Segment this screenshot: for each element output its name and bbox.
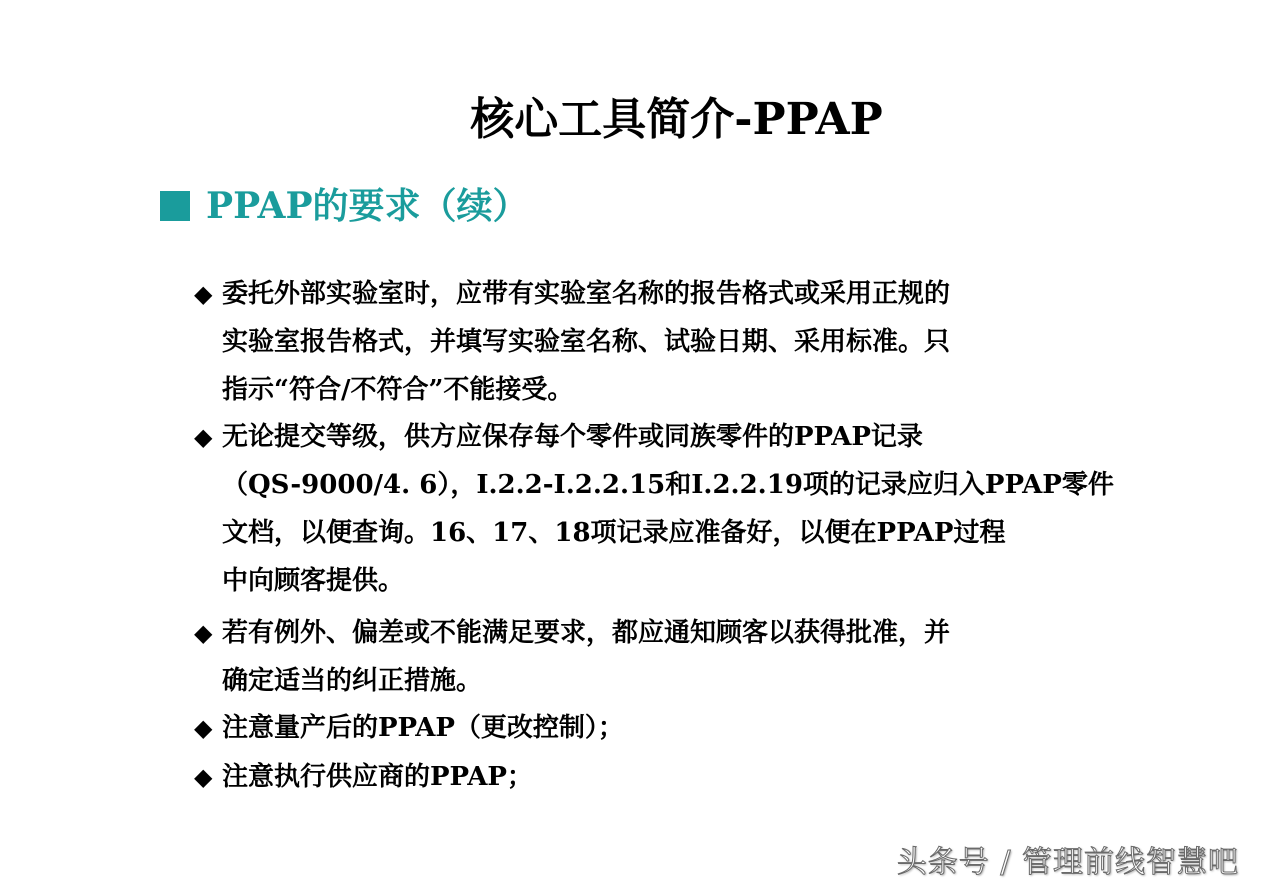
bullet-item [194,270,1114,414]
bullet-line: 委托外部实验室时，应带有实验室名称的报告格式或采用正规的 [222,279,951,309]
diamond-bullet-icon: ◆ [194,619,213,647]
bullet-text [222,704,624,752]
bullet-line: 注意执行供应商的PPAP； [222,762,533,792]
diamond-bullet-icon: ◆ [194,423,213,451]
bullet-item [194,609,1114,705]
bullet-line: 文档，以便查询。16、17、18项记录应准备好，以便在PPAP过程 [222,518,1006,548]
bullet-line: 注意量产后的PPAP（更改控制）； [222,713,624,743]
bullet-line: 指示“符合/不符合”不能接受。 [222,375,574,405]
bullet-line: 若有例外、偏差或不能满足要求，都应通知顾客以获得批准，并 [222,618,951,648]
diamond-bullet-icon: ◆ [194,763,213,791]
bullet-line: （QS-9000/4. 6），I.2.2-I.2.2.15和I.2.2.19项的记录应归入PPAP零件 [222,470,1114,500]
diamond-bullet-icon: ◆ [194,280,213,308]
bullet-line: 确定适当的纠正措施。 [222,666,483,696]
bullet-text [222,413,1114,605]
section-heading [160,180,529,232]
bullet-line: 中向顾客提供。 [222,566,405,596]
diamond-bullet-icon: ◆ [194,714,213,742]
section-heading-text: PPAP的要求（续） [206,185,529,227]
bullet-text [222,270,950,414]
watermark: 头条号 / 管理前线智慧吧 [896,845,1239,880]
bullet-item [194,704,1114,752]
bullet-line: 无论提交等级，供方应保存每个零件或同族零件的PPAP记录 [222,422,923,452]
bullet-line: 实验室报告格式，并填写实验室名称、试验日期、采用标准。只 [222,327,951,357]
bullet-text [222,753,533,801]
bullet-item [194,753,1114,801]
bullet-text [222,609,950,705]
bullet-item [194,413,1114,605]
square-bullet-icon [160,191,190,221]
slide-title: 核心工具简介-PPAP [470,94,883,145]
